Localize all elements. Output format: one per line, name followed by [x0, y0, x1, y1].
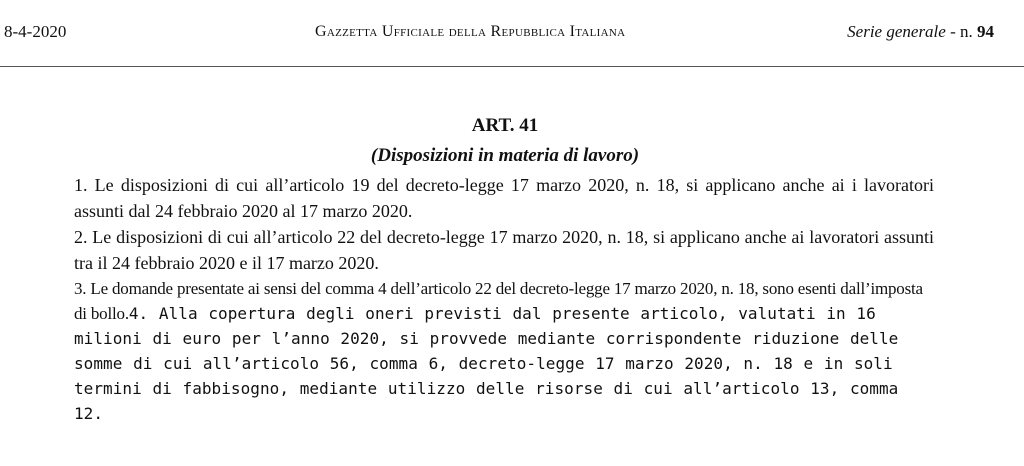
series-separator: - n. [945, 22, 977, 41]
series-label: Serie generale [847, 22, 946, 41]
paragraph-1: 1. Le disposizioni di cui all’articolo 19 del decreto-legge 17 marzo 2020, n. 18, si applicano anche ai i lavoratori assunti dal 24 febbraio 2020 al 17 marzo 2020. [74, 175, 934, 221]
article-body [74, 172, 934, 426]
article-number: ART. 41 [471, 115, 539, 136]
header-rule [0, 66, 1024, 67]
paragraph-3-4 [74, 276, 934, 426]
paragraph-2: 2. Le disposizioni di cui all’articolo 22 del decreto-legge 17 marzo 2020, n. 18, si applicano anche ai lavoratori assunti tra il 24 febbraio 2020 e il 17 marzo 2020. [74, 227, 934, 273]
header-title: Gazzetta Ufficiale della Repubblica Italiana [315, 23, 626, 40]
issue-number: 94 [977, 22, 994, 41]
page-header [4, 22, 994, 46]
paragraph-4: 4. Alla copertura degli oneri previsti dal presente articolo, valutati in 16 milioni di euro per l’anno 2020, si provvede mediante corrispondente riduzione delle somme di cui all’articolo 56, comma 6, decreto-legge 17 marzo 2020, n. 18 e in soli termini di fabbisogno, mediante utilizzo delle risorse di cui all’articolo 13, comma 12. [74, 304, 899, 423]
header-series [847, 22, 994, 42]
paragraph-3: 3. Le domande presentate ai sensi del comma 4 dell’articolo 22 del decreto-legge 17 marzo 2020, n. 18, sono esenti dall’imposta di bollo. [74, 279, 923, 323]
header-date: 8-4-2020 [4, 22, 67, 41]
article-heading: (Disposizioni in materia di lavoro) [370, 145, 640, 166]
